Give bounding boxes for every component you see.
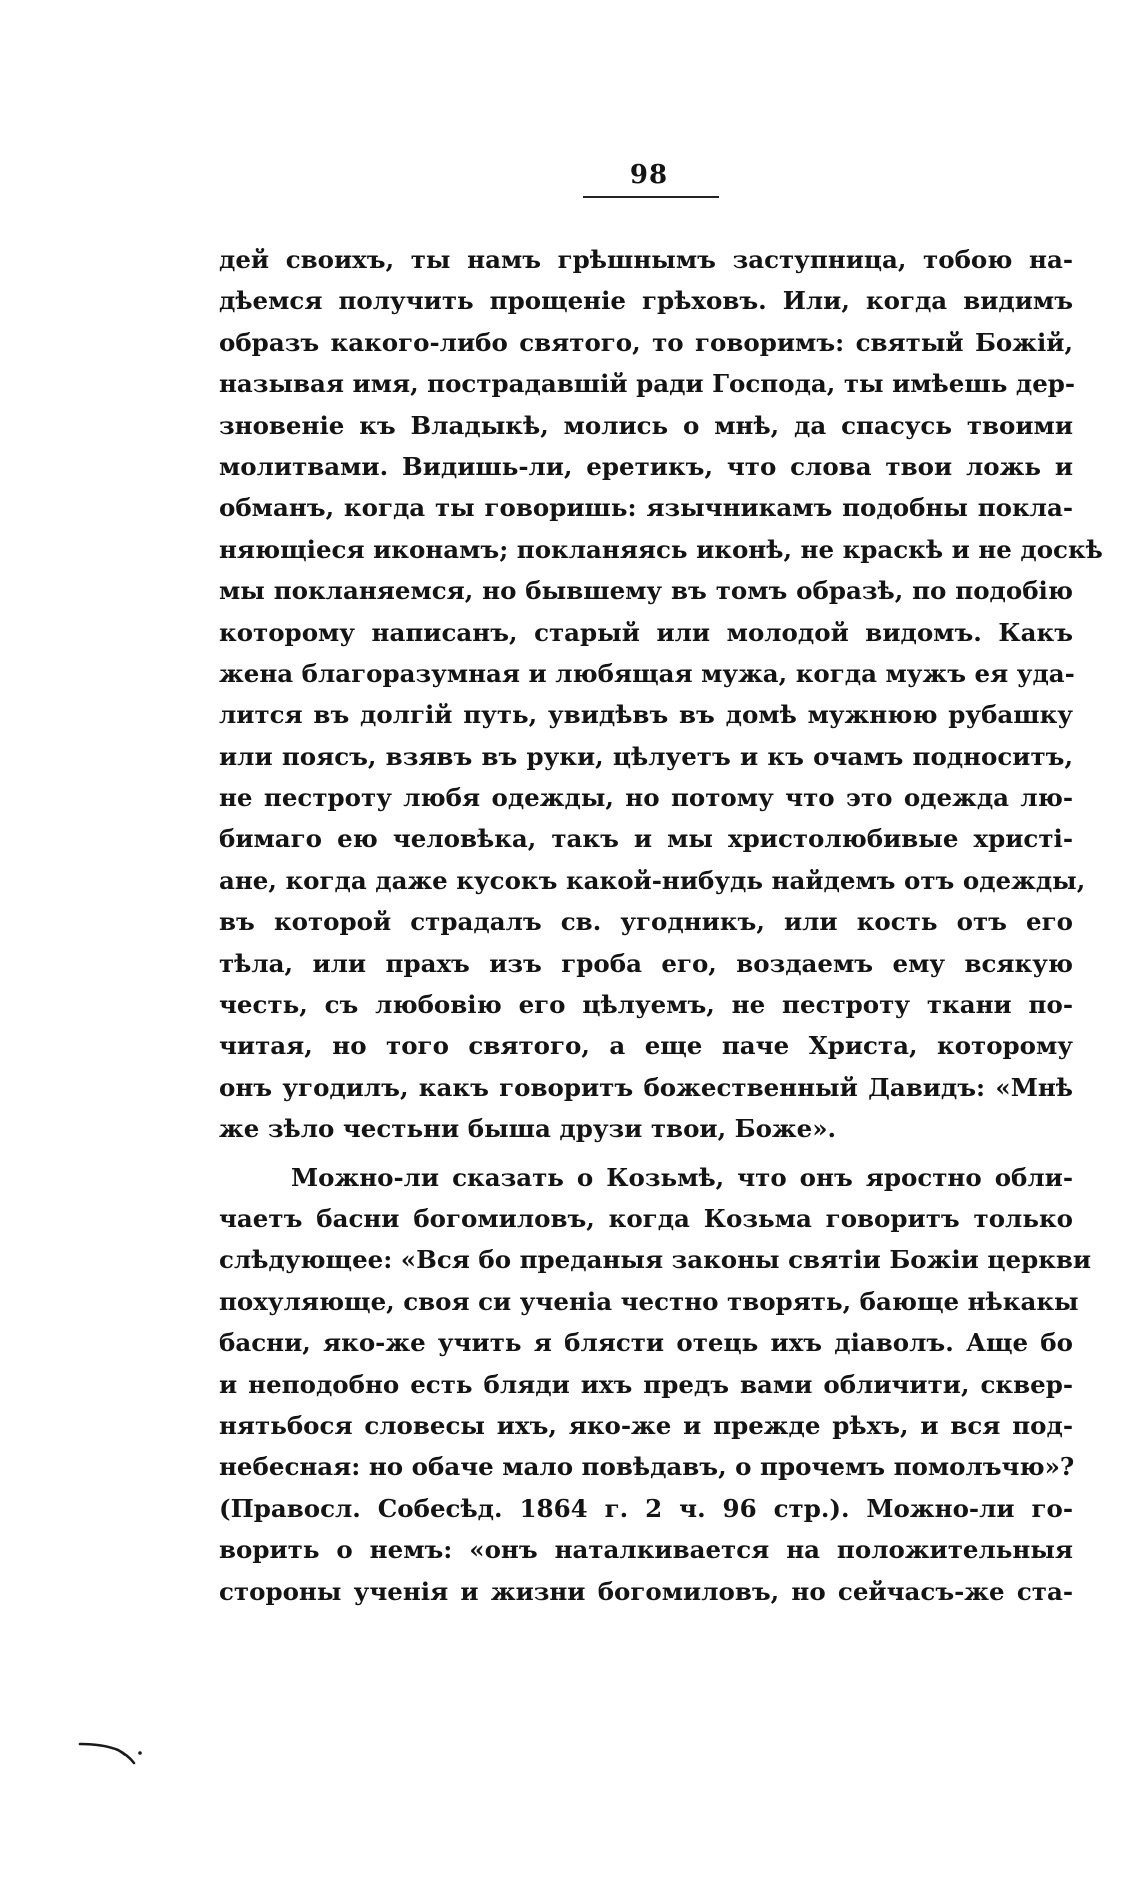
text-line: зновеніе къ Владыкѣ, молись о мнѣ, да спасусь твоими: [219, 410, 1073, 440]
ink-mark-icon: [78, 1738, 148, 1768]
text-line: въ которой страдалъ св. угодникъ, или кость отъ его: [219, 907, 1073, 937]
text-line: ане, когда даже кусокъ какой-нибудь найдемъ отъ одежды,: [219, 865, 1086, 895]
text-line: называя имя, пострадавшій ради Господа, ты имѣешь дер-: [219, 369, 1076, 399]
paragraph-1: [219, 239, 1103, 1150]
text-line: бимаго ею человѣка, такъ и мы христолюбивые христі-: [219, 824, 1073, 854]
text-line: обманъ, когда ты говоришь: язычникамъ подобны покла-: [219, 493, 1073, 523]
page-number: 98: [629, 160, 669, 190]
text-line: стороны ученія и жизни богомиловъ, но сейчасъ-же ста-: [219, 1576, 1073, 1606]
paragraph-2: [219, 1157, 1092, 1612]
text-line: похуляюще, своя си ученіа честно творять, бающе нѣкакы: [219, 1286, 1079, 1316]
text-line: которому написанъ, старый или молодой видомъ. Какъ: [219, 617, 1073, 647]
text-line: нятьбося словесы ихъ, яко-же и прежде рѣхъ, и вся под-: [219, 1410, 1073, 1440]
text-line: басни, яко-же учить я блясти отець ихъ діаволъ. Аще бо: [219, 1328, 1073, 1358]
text-line: чаетъ басни богомиловъ, когда Козьма говоритъ только: [219, 1203, 1073, 1233]
text-line: слѣдующее: «Вся бо преданыя законы святіи Божіи церкви: [219, 1245, 1092, 1275]
text-line: Можно-ли сказать о Козьмѣ, что онъ яростно обли-: [291, 1162, 1073, 1192]
text-line: тѣла, или прахъ изъ гроба его, воздаемъ ему всякую: [219, 948, 1073, 978]
text-line: молитвами. Видишь-ли, еретикъ, что слова твои ложь и: [219, 451, 1073, 481]
body-text: [219, 239, 1103, 1612]
paragraph-gap: [219, 1150, 1073, 1157]
text-line: дей своихъ, ты намъ грѣшнымъ заступница, тобою на-: [219, 245, 1073, 274]
text-line: лится въ долгій путь, увидѣвъ въ домѣ мужнюю рубашку: [219, 700, 1073, 730]
text-line: небесная: но обаче мало повѣдавъ, о прочемъ помолъчю»?: [219, 1452, 1075, 1482]
text-line: дѣемся получить прощеніе грѣховъ. Или, когда видимъ: [219, 286, 1073, 316]
text-line: онъ угодилъ, какъ говоритъ божественный Давидъ: «Мнѣ: [219, 1072, 1073, 1102]
text-line: или поясъ, взявъ въ руки, цѣлуетъ и къ очамъ подноситъ,: [219, 741, 1073, 771]
text-line: не пестроту любя одежды, но потому что это одежда лю-: [219, 783, 1073, 813]
text-line: читая, но того святого, а еще паче Христа, которому: [219, 1031, 1073, 1061]
text-line: же зѣло честьни быша друзи твои, Боже».: [219, 1114, 837, 1144]
text-line: ворить о немъ: «онъ наталкивается на положительныя: [219, 1535, 1073, 1565]
text-line: и неподобно есть бляди ихъ предъ вами обличити, сквер-: [219, 1369, 1073, 1399]
text-line: образъ какого-либо святого, то говоримъ: святый Божій,: [219, 327, 1073, 357]
page-number-rule: [583, 196, 719, 198]
text-line: честь, съ любовію его цѣлуемъ, не пестроту ткани по-: [219, 990, 1073, 1020]
text-line: жена благоразумная и любящая мужа, когда мужъ ея уда-: [219, 658, 1075, 688]
text-line: (Правосл. Собесѣд. 1864 г. 2 ч. 96 стр.). Можно-ли го-: [219, 1493, 1073, 1523]
text-line: мы покланяемся, но бывшему въ томъ образѣ, по подобію: [219, 576, 1073, 606]
text-line: няющіеся иконамъ; покланяясь иконѣ, не краскѣ и не доскѣ: [219, 534, 1103, 564]
